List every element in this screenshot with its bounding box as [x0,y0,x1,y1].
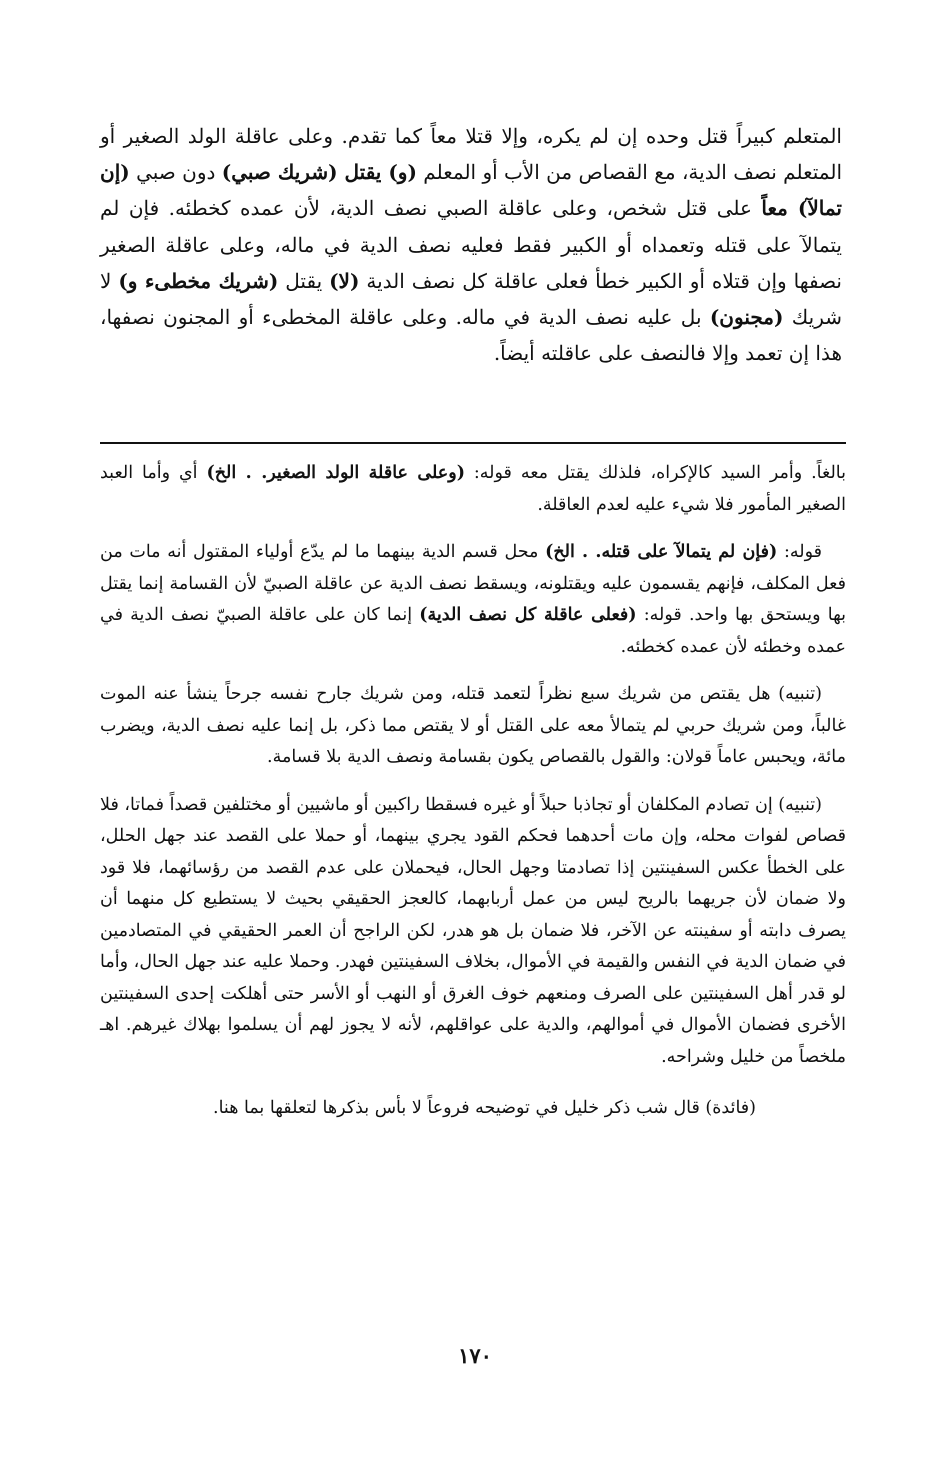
footnotes-block [100,458,846,1141]
footnote-text-run: (فائدة) قال شب ذكر خليل في توضيحه فروعاً لا بأس بذكرها لتعلقها بما هنا. [213,1098,756,1118]
footnote-bold-run: (وعلى عاقلة الولد الصغير. . الخ) [206,463,465,483]
footnote-text-run: (تنبيه) هل يقتص من شريك سبع نظراً لتعمد قتله، ومن شريك جارح نفسه جرحاً ينشأ عنه الموت غالباً، ومن شريك حربي لم يتمالأ معه على القتل أو لا يقتص مما ذكر، بل إنما عليه نصف الدية، ويضرب مائة، ويحبس عاماً قولان: والقول بالقصاص يكون بقسامة ونصف الدية بلا قسامة. [100,684,846,767]
main-text-bold-run: (و) يقتل (شريك صبي) [221,160,417,185]
page-number: ١٧٠ [458,1343,492,1368]
footnote-paragraph [100,679,846,774]
footnote-divider [100,442,846,444]
footnote-paragraph [100,537,846,663]
main-text-run: بل عليه نصف الدية في ماله. وعلى عاقلة المخطىء أو المجنون نصفها، هذا إن تعمد وإلا فالنصف على عاقلته أيضاً. [100,305,842,366]
footnote-text-run: محل قسم الدية بينهما ما لم يدّع أولياء المقتول أنه مات من فعل المكلف، فإنهم يقسمون عليه ويقتلونه، ويسقط نصف الدية عن عاقلة الصبيّ لأن القسامة إنما يقتل بها ويستحق بها واحد. قوله: [100,542,847,625]
footnote-text-run: قوله: [777,542,822,562]
footnote-text-run: إنما كان على عاقلة الصبيّ نصف الدية في عمده وخطئه لأن عمده كخطئه. [100,605,846,657]
main-text-bold-run: (مجنون) [709,305,784,330]
footnote-text-run: بالغاً. وأمر السيد كالإكراه، فلذلك يقتل معه قوله: [464,463,846,483]
main-text-run: على قتل شخص، وعلى عاقلة الصبي نصف الدية، لأن عمده كخطئه. فإن لم يتمالآ على قتله وتعمداه أو الكبير فقط فعليه نصف الدية في ماله، وعلى عاقلة الصغير نصفها وإن قتلاه أو الكبير خطأ فعلى عاقلة كل نصف الدية [100,196,842,293]
main-text-bold-run: (شريك مخطىء و) [118,268,279,293]
footnote-text-run: أي وأما العبد الصغير المأمور فلا شيء عليه لعدم العاقلة. [100,463,846,515]
main-text-bold-run: (إن تمالآ) معاً [100,160,842,221]
footnote-bold-run: (فعلى عاقلة كل نصف الدية) [419,605,637,625]
main-text-run: لا شريك [100,268,842,330]
footnote-paragraph [100,458,846,521]
footnote-bold-run: (فإن لم يتمالآ على قتله. . الخ) [545,542,778,562]
footnote-text-run: (تنبيه) إن تصادم المكلفان أو تجاذبا حبلاً أو غيره فسقطا راكبين أو ماشيين أو مختلفين قصداً فماتا، فلا قصاص لفوات محله، وإن مات أحدهما فحكم القود يجري بينهما، أو حملا على القصد عند جهل الحلل، على الخطأ عكس السفينتين إذا تصادمتا وجهل الحال، فيحملان على عدم القصد من رؤسائهما، فلا قود ولا ضمان لأن جريهما بالريح ليس من عمل أربابهما، كالعجز الحقيقي بحيث لا يستطيع كل منهما أن يصرف دابته أو سفينته عن الآخر، فلا ضمان بل هو هدر، لكن الراجح أن العمر الحقيقي في المتصادمين في ضمان الدية في النفس والقيمة في الأموال، بخلاف السفينتين فهدر. وحملا عليه عند جهل الحال، وأما لو قدر أهل السفينتين على الصرف ومنعهم خوف الغرق أو النهب أو الأسر حتى أهلكت إحدى السفينتين الأخرى فضمان الأموال في أموالهم، والدية على عواقلهم، لأنه لا يجوز لهم أن يسلموا بهلاك غيرهم. اهـ ملخصاً من خليل وشراحه. [100,794,846,1067]
main-text-block [100,118,842,371]
footnote-paragraph [100,1093,846,1125]
main-paragraph [100,118,842,371]
main-text-bold-run: (لا) [329,268,360,293]
main-text-run: المتعلم كبيراً قتل وحده إن لم يكره، وإلا قتلا معاً كما تقدم. وعلى عاقلة الولد الصغير أو المتعلم نصف الدية، مع القصاص من الأب أو المعلم [100,124,843,185]
main-text-run: دون صبي [129,160,222,185]
footnote-paragraph [100,790,846,1074]
main-text-run: يقتل [278,268,330,293]
